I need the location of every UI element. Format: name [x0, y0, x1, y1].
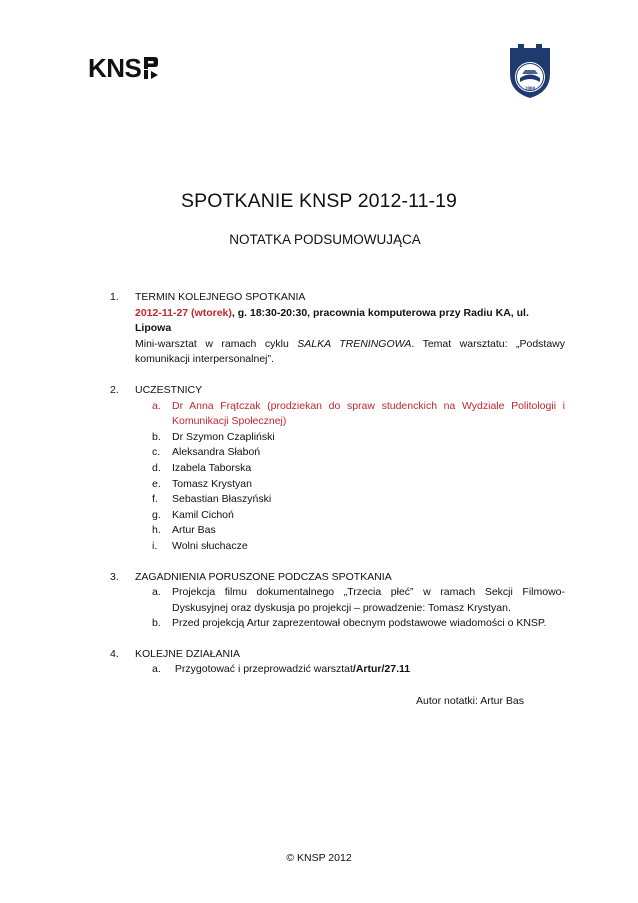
list-item — [152, 523, 565, 539]
list-item — [152, 616, 565, 632]
list-item — [152, 430, 565, 446]
list-item-text: Tomasz Krystyan — [172, 477, 252, 490]
list-item — [152, 477, 565, 493]
list-item — [152, 461, 565, 477]
list-item — [152, 445, 565, 461]
list-letter: f. — [152, 493, 158, 506]
page-subtitle: NOTATKA PODSUMOWUJĄCA — [229, 232, 421, 247]
section-heading: TERMIN KOLEJNEGO SPOTKANIA — [135, 291, 306, 303]
list-item — [152, 585, 565, 616]
workshop-topic: . Temat warsztatu: „Podstawy komunikacji interpersonalnej”. — [135, 337, 565, 366]
list-item — [152, 399, 565, 430]
list-item-text: Artur Bas — [172, 524, 216, 537]
knsp-logo-text: KNS — [88, 52, 142, 83]
list-item — [152, 662, 565, 678]
actions-list — [110, 662, 565, 678]
list-letter: a. — [152, 586, 161, 599]
section-next-meeting — [110, 290, 565, 368]
participants-list — [110, 399, 565, 555]
seal-year-text: 2000 — [525, 87, 535, 92]
section-heading: UCZESTNICY — [135, 383, 203, 396]
workshop-description — [135, 337, 565, 368]
topics-list — [110, 585, 565, 632]
list-item-text: Kamil Cichoń — [172, 508, 234, 521]
list-item-text: Przygotować i przeprowadzić warsztat — [172, 663, 353, 676]
section-heading: ZAGADNIENIA PORUSZONE PODCZAS SPOTKANIA — [135, 570, 392, 583]
section-topics — [110, 570, 565, 632]
list-letter: g. — [152, 508, 161, 521]
list-letter: c. — [152, 446, 161, 459]
list-item-text: Dr Szymon Czapliński — [172, 430, 275, 443]
list-item — [152, 508, 565, 524]
list-letter: a. — [152, 663, 161, 676]
list-item — [152, 492, 565, 508]
action-assignee: /Artur/27.11 — [352, 663, 411, 676]
section-number: 1. — [110, 291, 119, 303]
workshop-series: SALKA TRENINGOWA — [297, 337, 412, 350]
meeting-place: , g. 18:30-20:30, pracownia komputerowa przy Radiu KA, ul. Lipowa — [135, 306, 529, 335]
list-letter: b. — [152, 617, 161, 630]
notes-content — [110, 290, 565, 693]
meeting-date: 2012-11-27 (wtorek) — [135, 306, 232, 319]
list-letter: h. — [152, 524, 161, 537]
list-letter: d. — [152, 461, 161, 474]
note-author: Autor notatki: Artur Bas — [416, 695, 524, 707]
workshop-text-prefix: Mini-warsztat w ramach cyklu — [135, 337, 298, 350]
list-item-text: Sebastian Błaszyński — [172, 493, 272, 506]
list-letter: e. — [152, 477, 161, 490]
list-item-text: Wolni słuchacze — [172, 539, 248, 552]
meeting-date-line — [135, 306, 565, 337]
page-title: SPOTKANIE KNSP 2012-11-19 — [181, 190, 457, 212]
section-participants — [110, 383, 565, 555]
section-body — [110, 306, 565, 368]
list-item-text: Dr Anna Frątczak (prodziekan do spraw studenckich na Wydziale Politologii i Komunikacji Społecznej) — [172, 399, 565, 428]
section-heading: KOLEJNE DZIAŁANIA — [135, 647, 241, 660]
knsp-logo-mark-icon — [142, 56, 159, 80]
page-footer: © KNSP 2012 — [286, 852, 352, 864]
section-number: 4. — [110, 647, 119, 660]
list-letter: b. — [152, 430, 161, 443]
list-letter: a. — [152, 399, 161, 412]
knsp-logo — [88, 52, 159, 83]
section-number: 3. — [110, 570, 119, 583]
list-item-text: Izabela Taborska — [172, 461, 252, 474]
university-seal-logo — [505, 40, 555, 100]
list-item-text: Aleksandra Słaboń — [172, 446, 261, 459]
section-number: 2. — [110, 383, 119, 396]
section-next-actions — [110, 647, 565, 678]
list-item-text: Projekcja filmu dokumentalnego „Trzecia płeć” w ramach Sekcji Filmowo-Dyskusyjnej oraz dyskusja po projekcji – prowadzenie: Tomasz Krystyan. — [172, 586, 565, 614]
list-item — [152, 539, 565, 555]
list-item-text: Przed projekcją Artur zaprezentował obecnym podstawowe wiadomości o KNSP. — [172, 617, 547, 630]
list-letter: i. — [152, 539, 158, 552]
